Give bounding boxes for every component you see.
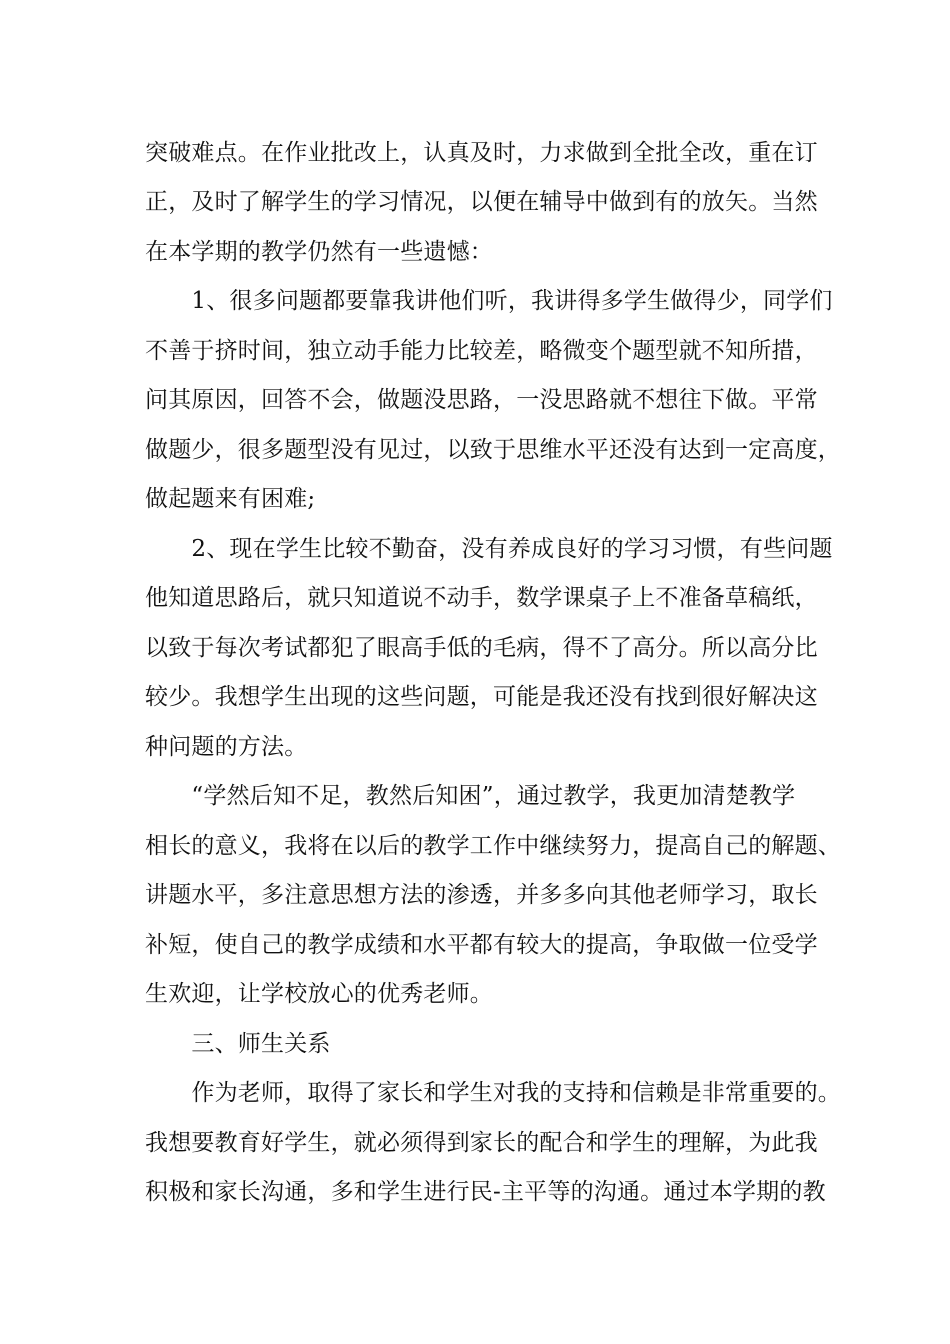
text-line: 做起题来有困难; — [145, 486, 316, 512]
section-heading: 三、师生关系 — [145, 1031, 331, 1057]
text-line: 我想要教育好学生，就必须得到家长的配合和学生的理解，为此我 — [145, 1130, 818, 1156]
text-line: 相长的意义，我将在以后的教学工作中继续努力，提高自己的解题、 — [145, 833, 841, 859]
text-line: 问其原因，回答不会，做题没思路，一没思路就不想往下做。平常 — [145, 387, 818, 413]
text-line: 生欢迎，让学校放心的优秀老师。 — [145, 981, 493, 1007]
text-line: 作为老师，取得了家长和学生对我的支持和信赖是非常重要的。 — [145, 1080, 841, 1106]
text-line: 以致于每次考试都犯了眼高手低的毛病，得不了高分。所以高分比 — [145, 635, 818, 661]
text-line: 不善于挤时间，独立动手能力比较差，略微变个题型就不知所措， — [145, 338, 818, 364]
text-line: 正，及时了解学生的学习情况，以便在辅导中做到有的放矢。当然 — [145, 189, 818, 215]
text-line: 他知道思路后，就只知道说不动手，数学课桌子上不准备草稿纸， — [145, 585, 818, 611]
text-line: 补短，使自己的教学成绩和水平都有较大的提高，争取做一位受学 — [145, 932, 818, 958]
text-line: 种问题的方法。 — [145, 734, 308, 760]
text-line: 积极和家长沟通，多和学生进行民-主平等的沟通。通过本学期的教 — [145, 1179, 826, 1205]
text-line: 做题少，很多题型没有见过，以致于思维水平还没有达到一定高度， — [145, 437, 841, 463]
text-line: 2、现在学生比较不勤奋，没有养成良好的学习习惯，有些问题 — [145, 536, 833, 562]
text-line: 在本学期的教学仍然有一些遗憾： — [145, 239, 493, 265]
text-line: 1、很多问题都要靠我讲他们听，我讲得多学生做得少，同学们 — [145, 288, 833, 314]
text-line: 讲题水平，多注意思想方法的渗透，并多多向其他老师学习，取长 — [145, 882, 818, 908]
text-line: “学然后知不足，教然后知困”，通过教学，我更加清楚教学 — [145, 783, 796, 809]
text-line: 较少。我想学生出现的这些问题，可能是我还没有找到很好解决这 — [145, 684, 818, 710]
text-line: 突破难点。在作业批改上，认真及时，力求做到全批全改，重在订 — [145, 140, 818, 166]
